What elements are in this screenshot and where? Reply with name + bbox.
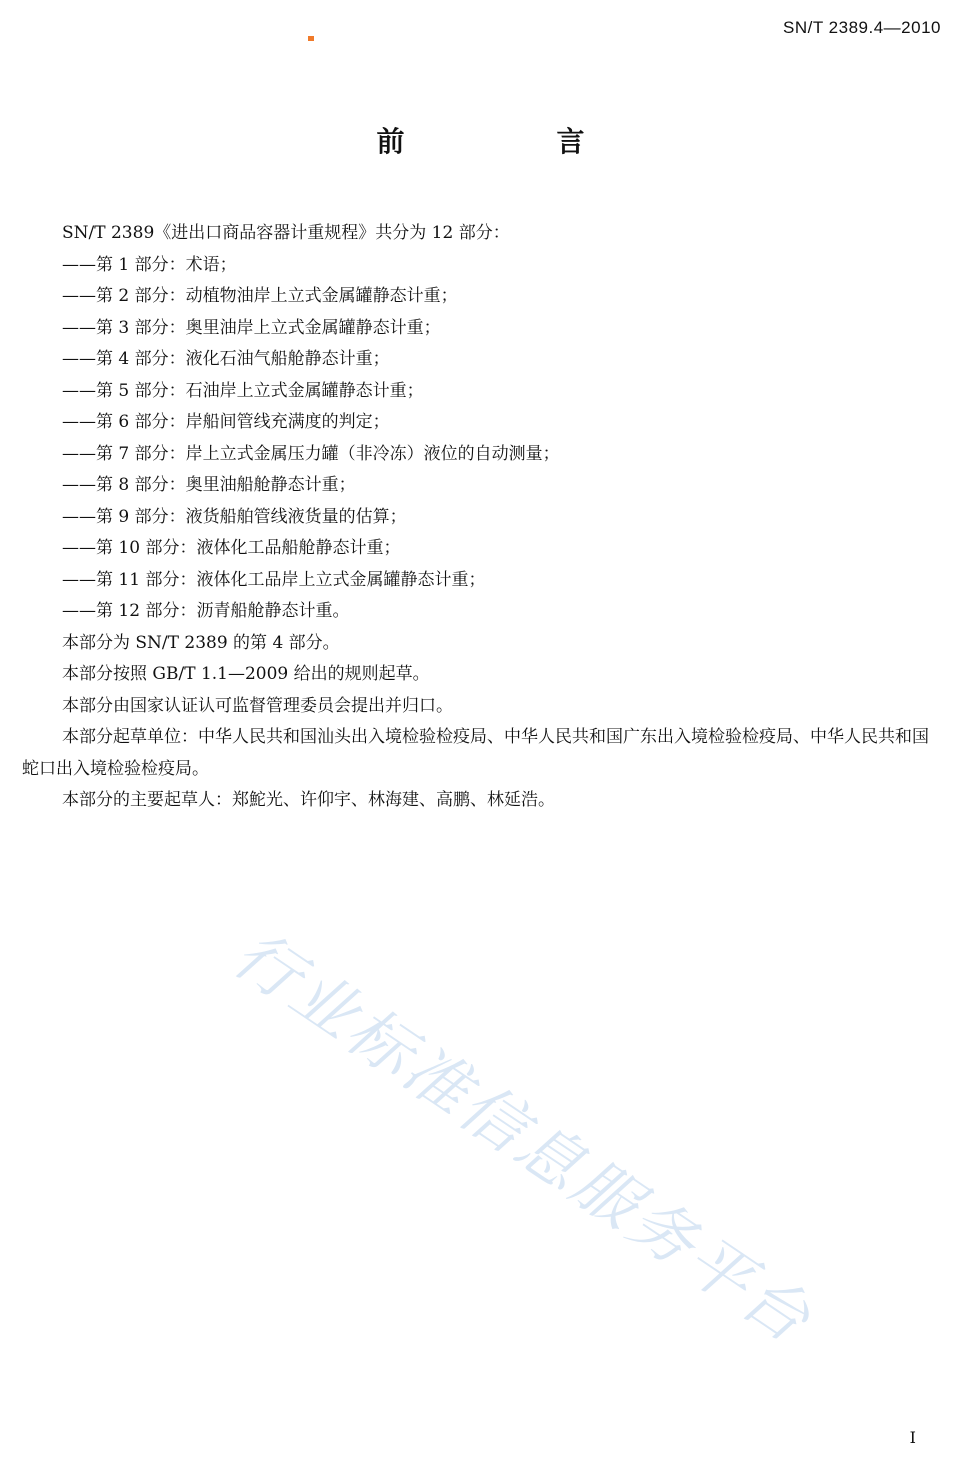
part-list-item: ——第 10 部分：液体化工品船舱静态计重；: [62, 538, 401, 558]
orange-mark: [308, 36, 314, 41]
watermark: 行业标准信息服务平台: [220, 917, 826, 1360]
part-list-item: ——第 5 部分：石油岸上立式金属罐静态计重；: [62, 380, 424, 401]
page-title: 前 言: [376, 125, 647, 158]
part-list-item: ——第 12 部分：沥青船舱静态计重。: [62, 601, 350, 621]
part-list-item: ——第 3 部分：奥里油岸上立式金属罐静态计重；: [62, 317, 441, 338]
part-list-item: ——第 6 部分：岸船间管线充满度的判定；: [62, 412, 390, 432]
paragraph-drafters: 本部分的主要起草人：郑鮀光、许仰宇、林海建、高鹏、林延浩。: [62, 790, 555, 810]
paragraph-drafting-rules: 本部分按照 GB/T 1.1—2009 给出的规则起草。: [62, 664, 430, 684]
part-list-item: ——第 9 部分：液货船舶管线液货量的估算；: [62, 506, 407, 527]
part-list-item: ——第 8 部分：奥里油船舱静态计重；: [62, 475, 356, 495]
part-list-item: ——第 7 部分：岸上立式金属压力罐（非冷冻）液位的自动测量；: [62, 443, 560, 464]
paragraph-proposer: 本部分由国家认证认可监督管理委员会提出并归口。: [62, 695, 453, 716]
standard-code: SN/T 2389.4—2010: [783, 18, 941, 37]
paragraph-part-number: 本部分为 SN/T 2389 的第 4 部分。: [62, 632, 340, 653]
part-list-item: ——第 11 部分：液体化工品岸上立式金属罐静态计重；: [62, 569, 486, 590]
part-list-item: ——第 1 部分：术语；: [62, 254, 237, 275]
part-list-item: ——第 4 部分：液化石油气船舱静态计重；: [62, 349, 390, 369]
paragraph-drafting-units: 本部分起草单位：中华人民共和国汕头出入境检验检疫局、中华人民共和国广东出入境检验检疫局、中华人民共和国蛇口出入境检验检疫局。: [22, 727, 929, 779]
page-number: I: [909, 1428, 916, 1447]
part-list-item: ——第 2 部分：动植物油岸上立式金属罐静态计重；: [62, 286, 458, 306]
paragraph-intro: SN/T 2389《进出口商品容器计重规程》共分为 12 部分：: [62, 223, 510, 243]
document-body: [22, 218, 944, 817]
